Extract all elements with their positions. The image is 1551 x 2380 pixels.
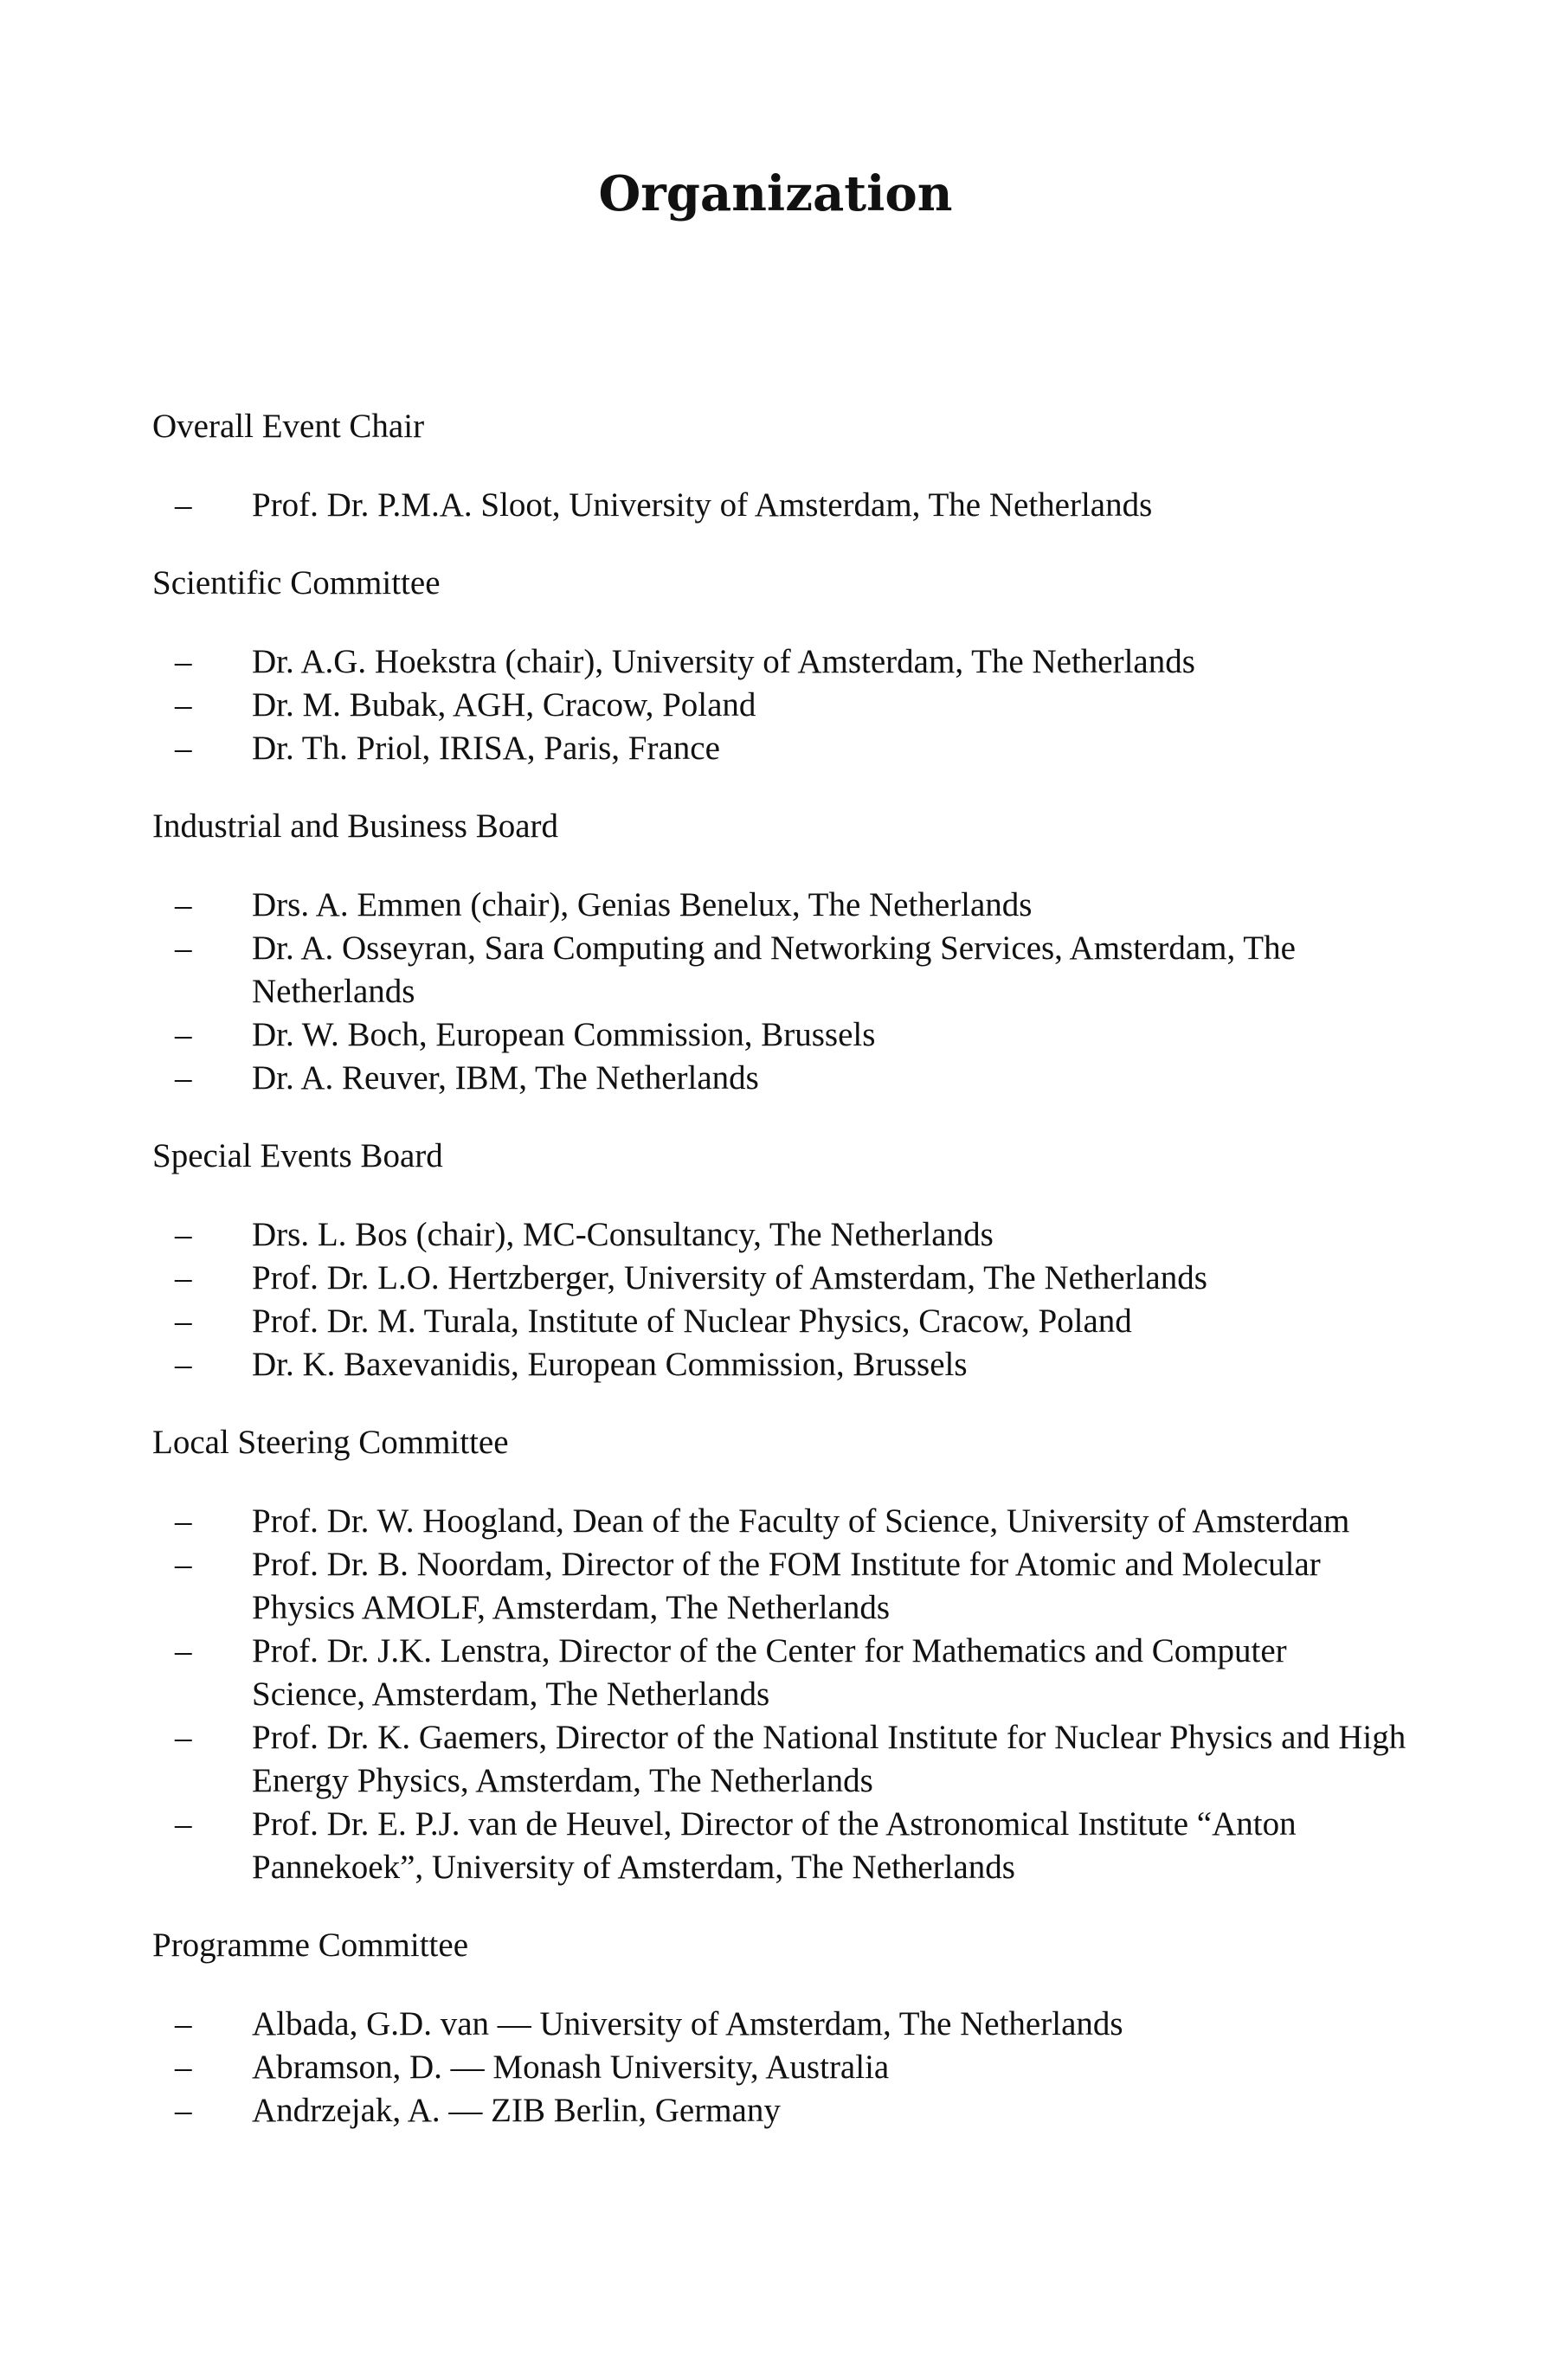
entry-text: Dr. K. Baxevanidis, European Commission, Brussels xyxy=(252,1346,968,1383)
section xyxy=(152,1421,1407,1889)
entry-text: Drs. A. Emmen (chair), Genias Benelux, The Netherlands xyxy=(252,886,1033,923)
entry-text: Prof. Dr. L.O. Hertzberger, University of Amsterdam, The Netherlands xyxy=(252,1259,1207,1296)
entry-text: Abramson, D. — Monash University, Australia xyxy=(252,2049,890,2086)
list-item xyxy=(152,884,1407,927)
section-heading: Local Steering Committee xyxy=(152,1424,509,1461)
entry-list xyxy=(152,2003,1407,2132)
page-title: Organization xyxy=(598,165,953,222)
bullet-dash: – xyxy=(175,1216,192,1253)
list-item xyxy=(152,684,1407,727)
entry-text: Prof. Dr. K. Gaemers, Director of the National Institute for Nuclear Physics and High Energy Physics, Amsterdam, The Netherlands xyxy=(252,1719,1406,1799)
list-item xyxy=(152,1213,1407,1257)
list-item xyxy=(152,1257,1407,1300)
entry-text: Prof. Dr. W. Hoogland, Dean of the Faculty of Science, University of Amsterdam xyxy=(252,1502,1350,1540)
list-item xyxy=(152,1300,1407,1343)
bullet-dash: – xyxy=(175,1259,192,1296)
bullet-dash: – xyxy=(175,929,192,967)
entry-text: Prof. Dr. J.K. Lenstra, Director of the Center for Mathematics and Computer Science, Amsterdam, The Netherlands xyxy=(252,1632,1287,1713)
list-item xyxy=(152,1803,1407,1889)
bullet-dash: – xyxy=(175,1346,192,1383)
list-item xyxy=(152,1543,1407,1630)
bullet-dash: – xyxy=(175,1632,192,1669)
list-item xyxy=(152,1057,1407,1100)
organization-content xyxy=(152,405,1407,2167)
section-heading: Special Events Board xyxy=(152,1137,443,1174)
list-item xyxy=(152,1013,1407,1057)
entry-text: Andrzejak, A. — ZIB Berlin, Germany xyxy=(252,2092,781,2129)
list-item xyxy=(152,1630,1407,1716)
section xyxy=(152,405,1407,527)
entry-list xyxy=(152,484,1407,527)
bullet-dash: – xyxy=(175,1016,192,1053)
entry-text: Prof. Dr. P.M.A. Sloot, University of Amsterdam, The Netherlands xyxy=(252,486,1153,524)
bullet-dash: – xyxy=(175,686,192,724)
section-heading: Scientific Committee xyxy=(152,564,441,601)
section xyxy=(152,562,1407,770)
list-item xyxy=(152,640,1407,684)
entry-text: Albada, G.D. van — University of Amsterdam, The Netherlands xyxy=(252,2005,1123,2042)
entry-text: Dr. A. Osseyran, Sara Computing and Networking Services, Amsterdam, The Netherlands xyxy=(252,929,1296,1010)
list-item xyxy=(152,1343,1407,1386)
section xyxy=(152,1135,1407,1386)
bullet-dash: – xyxy=(175,1805,192,1843)
section xyxy=(152,805,1407,1100)
bullet-dash: – xyxy=(175,1719,192,1756)
bullet-dash: – xyxy=(175,2092,192,2129)
bullet-dash: – xyxy=(175,1303,192,1340)
entry-text: Prof. Dr. B. Noordam, Director of the FOM Institute for Atomic and Molecular Physics AMOLF, Amsterdam, The Netherlands xyxy=(252,1546,1321,1626)
entry-list xyxy=(152,640,1407,770)
bullet-dash: – xyxy=(175,1059,192,1097)
entry-list xyxy=(152,1213,1407,1386)
section-heading: Programme Committee xyxy=(152,1927,469,1964)
list-item xyxy=(152,2003,1407,2046)
list-item xyxy=(152,1716,1407,1803)
entry-text: Dr. A. Reuver, IBM, The Netherlands xyxy=(252,1059,759,1097)
section xyxy=(152,1924,1407,2132)
section-heading: Industrial and Business Board xyxy=(152,807,559,845)
list-item xyxy=(152,484,1407,527)
bullet-dash: – xyxy=(175,643,192,680)
list-item xyxy=(152,727,1407,770)
entry-text: Dr. M. Bubak, AGH, Cracow, Poland xyxy=(252,686,756,724)
entry-text: Drs. L. Bos (chair), MC-Consultancy, The Netherlands xyxy=(252,1216,994,1253)
list-item xyxy=(152,2089,1407,2132)
bullet-dash: – xyxy=(175,886,192,923)
bullet-dash: – xyxy=(175,486,192,524)
list-item xyxy=(152,2046,1407,2089)
bullet-dash: – xyxy=(175,1546,192,1583)
entry-list xyxy=(152,1500,1407,1889)
list-item xyxy=(152,927,1407,1013)
bullet-dash: – xyxy=(175,2005,192,2042)
bullet-dash: – xyxy=(175,730,192,767)
entry-list xyxy=(152,884,1407,1100)
bullet-dash: – xyxy=(175,2049,192,2086)
entry-text: Dr. A.G. Hoekstra (chair), University of Amsterdam, The Netherlands xyxy=(252,643,1195,680)
list-item xyxy=(152,1500,1407,1543)
entry-text: Dr. W. Boch, European Commission, Brussels xyxy=(252,1016,876,1053)
entry-text: Prof. Dr. M. Turala, Institute of Nuclear Physics, Cracow, Poland xyxy=(252,1303,1132,1340)
entry-text: Prof. Dr. E. P.J. van de Heuvel, Director of the Astronomical Institute “Anton Pannekoek”, University of Amsterdam, The Netherlands xyxy=(252,1805,1297,1886)
bullet-dash: – xyxy=(175,1502,192,1540)
section-heading: Overall Event Chair xyxy=(152,408,425,445)
entry-text: Dr. Th. Priol, IRISA, Paris, France xyxy=(252,730,720,767)
